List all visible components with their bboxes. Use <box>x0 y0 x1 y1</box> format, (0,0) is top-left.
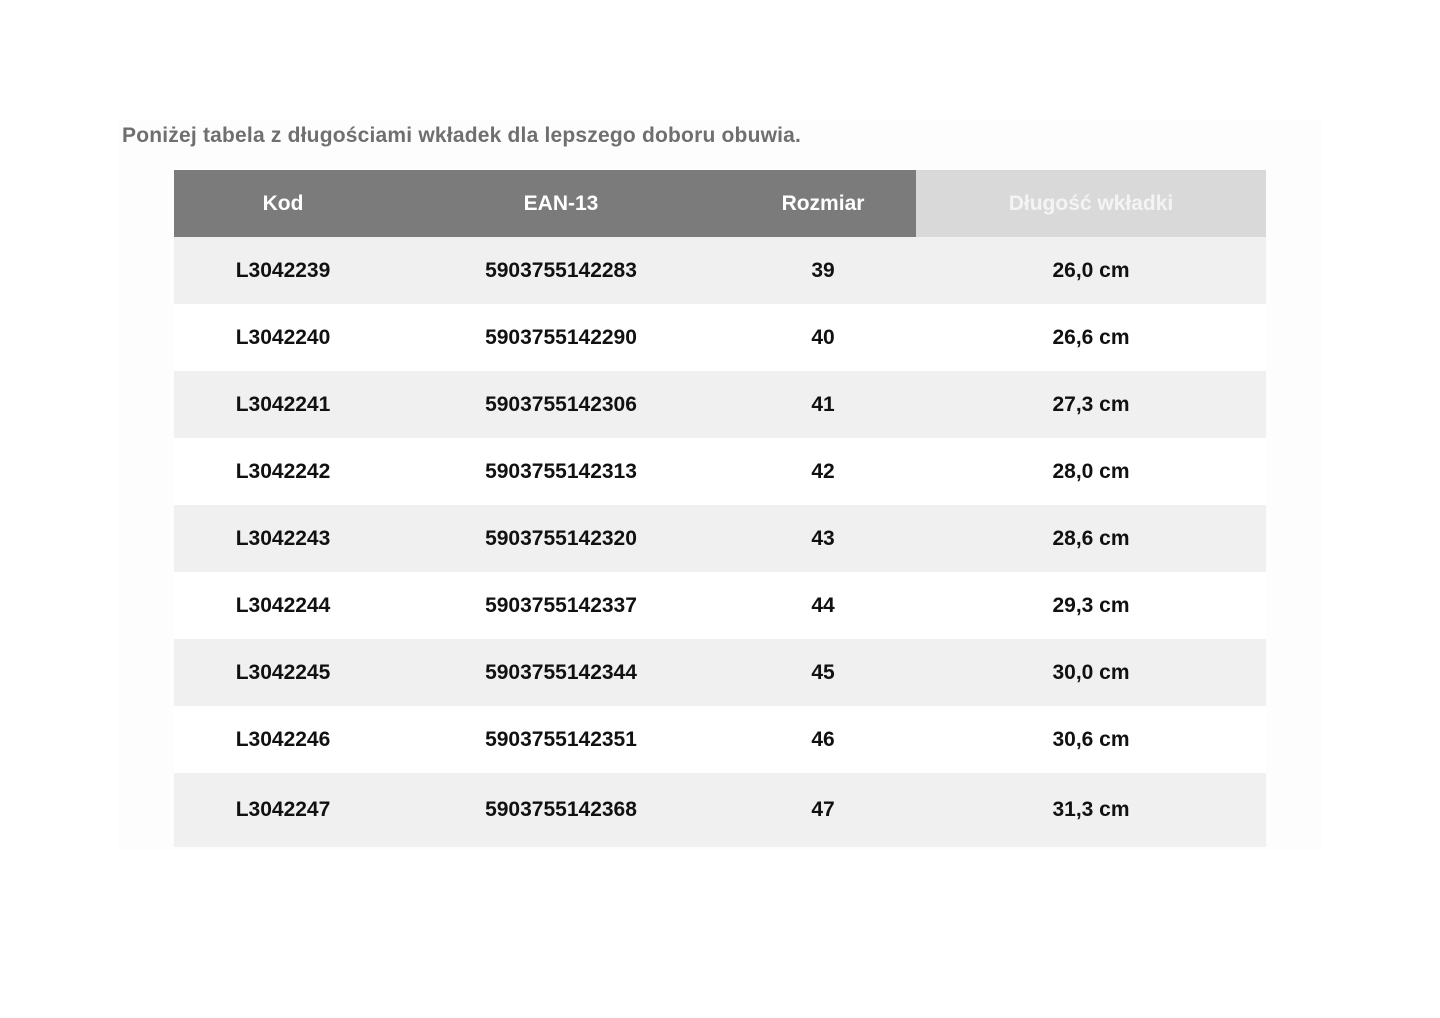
cell-size: 46 <box>730 706 916 773</box>
table-row <box>174 237 1266 304</box>
header-size: Rozmiar <box>730 170 916 237</box>
header-ean: EAN-13 <box>392 170 730 237</box>
cell-ean: 5903755142337 <box>392 572 730 639</box>
table-header-row <box>174 170 1266 237</box>
cell-size: 40 <box>730 304 916 371</box>
cell-size: 47 <box>730 773 916 847</box>
cell-ean: 5903755142306 <box>392 371 730 438</box>
cell-size: 44 <box>730 572 916 639</box>
cell-code: L3042241 <box>174 371 392 438</box>
table-row <box>174 438 1266 505</box>
cell-code: L3042243 <box>174 505 392 572</box>
table-row <box>174 773 1266 847</box>
cell-size: 41 <box>730 371 916 438</box>
table-row <box>174 706 1266 773</box>
table-body <box>174 237 1266 847</box>
cell-code: L3042239 <box>174 237 392 304</box>
cell-code: L3042242 <box>174 438 392 505</box>
cell-insole-length: 27,3 cm <box>916 371 1266 438</box>
cell-code: L3042244 <box>174 572 392 639</box>
cell-insole-length: 26,6 cm <box>916 304 1266 371</box>
cell-ean: 5903755142313 <box>392 438 730 505</box>
insole-size-table <box>174 170 1266 847</box>
cell-ean: 5903755142320 <box>392 505 730 572</box>
cell-ean: 5903755142368 <box>392 773 730 847</box>
cell-size: 43 <box>730 505 916 572</box>
cell-ean: 5903755142351 <box>392 706 730 773</box>
table-row <box>174 639 1266 706</box>
cell-insole-length: 31,3 cm <box>916 773 1266 847</box>
header-insole-length: Długość wkładki <box>916 170 1266 237</box>
cell-ean: 5903755142290 <box>392 304 730 371</box>
cell-code: L3042240 <box>174 304 392 371</box>
table-row <box>174 304 1266 371</box>
cell-ean: 5903755142344 <box>392 639 730 706</box>
table-row <box>174 505 1266 572</box>
cell-code: L3042245 <box>174 639 392 706</box>
cell-insole-length: 30,0 cm <box>916 639 1266 706</box>
cell-insole-length: 28,0 cm <box>916 438 1266 505</box>
header-code: Kod <box>174 170 392 237</box>
cell-code: L3042246 <box>174 706 392 773</box>
cell-insole-length: 30,6 cm <box>916 706 1266 773</box>
cell-insole-length: 28,6 cm <box>916 505 1266 572</box>
table-row <box>174 371 1266 438</box>
intro-text: Poniżej tabela z długościami wkładek dla lepszego doboru obuwia. <box>122 124 802 147</box>
cell-size: 39 <box>730 237 916 304</box>
cell-code: L3042247 <box>174 773 392 847</box>
cell-ean: 5903755142283 <box>392 237 730 304</box>
cell-insole-length: 29,3 cm <box>916 572 1266 639</box>
cell-size: 42 <box>730 438 916 505</box>
cell-insole-length: 26,0 cm <box>916 237 1266 304</box>
table-row <box>174 572 1266 639</box>
cell-size: 45 <box>730 639 916 706</box>
